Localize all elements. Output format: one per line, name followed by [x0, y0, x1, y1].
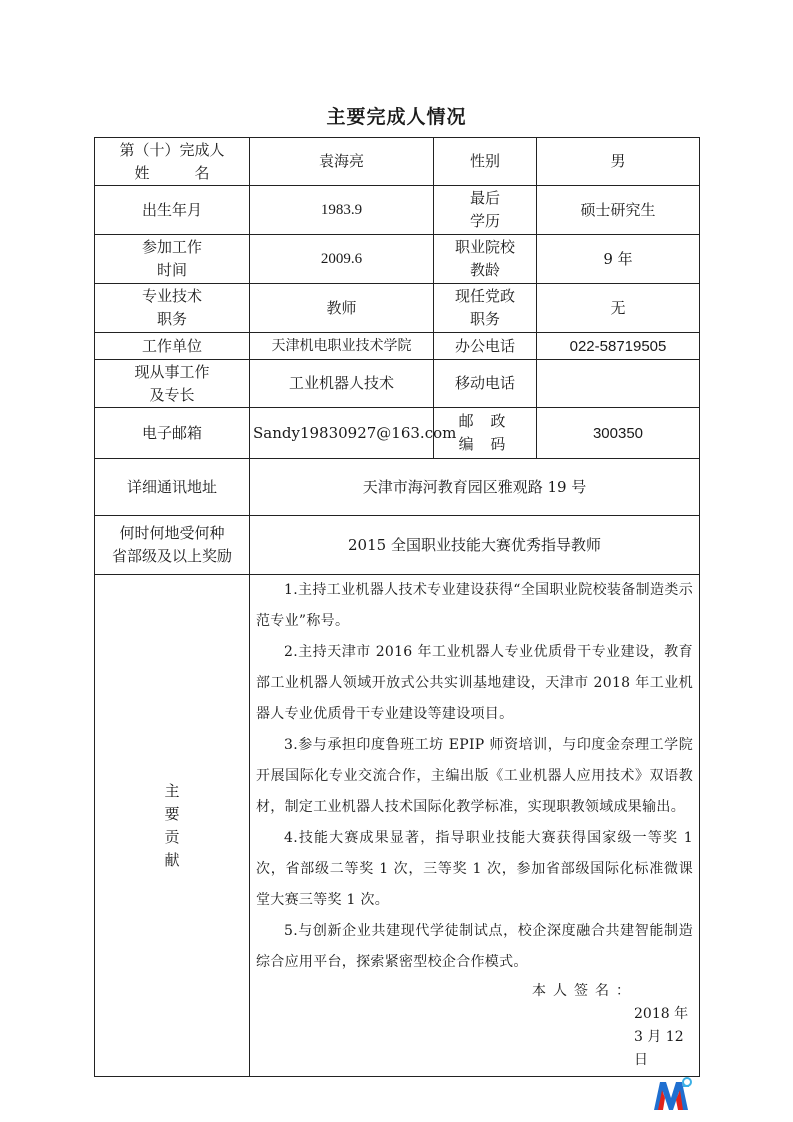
contributions-label-cell	[95, 575, 250, 1077]
contribution-item: 3.参与承担印度鲁班工坊 EPIP 师资培训，与印度金奈理工学院开展国际化专业交流合作，主编出版《工业机器人应用技术》双语教材，制定工业机器人技术国际化教学标准，实现职教领域成果输出。	[256, 737, 693, 815]
teaching-years-label-line-1: 职业院校	[454, 238, 515, 256]
contributions-label-char: 主	[164, 781, 180, 800]
gender-label: 性别	[434, 138, 537, 186]
page-title: 主要完成人情况	[326, 106, 467, 128]
party-post-value: 无	[537, 284, 700, 333]
specialty-label-cell	[95, 360, 250, 408]
teaching-years-label-cell	[434, 235, 537, 284]
work-start-label-line-2: 时间	[156, 261, 187, 279]
contribution-item: 1.主持工业机器人技术专业建设获得“全国职业院校装备制造类示范专业”称号。	[256, 582, 693, 629]
teaching-years-label-line-2: 教龄	[469, 261, 500, 279]
signature-date: 2018 年 3 月 12 日	[634, 1006, 689, 1068]
education-value: 硕士研究生	[537, 186, 700, 235]
office-phone-label: 办公电话	[434, 333, 537, 360]
name-value: 袁海亮	[250, 138, 434, 186]
award-value: 2015 全国职业技能大赛优秀指导教师	[250, 516, 700, 575]
specialty-label-line-1: 现从事工作	[134, 362, 210, 381]
signature-block	[256, 980, 693, 1072]
mobile-phone-value	[537, 360, 700, 408]
signature-label: 本人签名：	[532, 983, 637, 999]
award-label-line-2: 省部级及以上奖励	[111, 547, 232, 565]
name-label-cell	[95, 138, 250, 186]
work-start-label-cell	[95, 235, 250, 284]
specialty-value: 工业机器人技术	[250, 360, 434, 408]
personnel-table	[94, 137, 700, 1077]
birth-label: 出生年月	[95, 186, 250, 235]
postal-code-label-line-2: 编 码	[458, 435, 512, 453]
education-label-line-1: 最后	[469, 189, 500, 207]
contribution-item: 4.技能大赛成果显著，指导职业技能大赛获得国家级一等奖 1 次，省部级二等奖 1 次，三等奖 1 次，参加省部级国际化标准微课堂大赛三等奖 1 次。	[256, 830, 693, 908]
office-phone-value: 022-58719505	[537, 333, 700, 360]
email-value: Sandy19830927@163.com	[250, 408, 434, 459]
work-start-value: 2009.6	[250, 235, 434, 284]
party-post-label-line-2: 职务	[469, 310, 500, 328]
table-row	[95, 138, 700, 186]
postal-code-label-line-1: 邮 政	[458, 412, 512, 430]
party-post-label-line-1: 现任党政	[454, 287, 515, 305]
contributions-label-char: 献	[164, 850, 180, 869]
professional-title-label-cell	[95, 284, 250, 333]
address-label: 详细通讯地址	[95, 459, 250, 516]
award-label-line-1: 何时何地受何种	[119, 524, 225, 542]
table-row	[95, 235, 700, 284]
gender-value: 男	[537, 138, 700, 186]
table-row	[95, 516, 700, 575]
mobile-phone-label: 移动电话	[434, 360, 537, 408]
birth-value: 1983.9	[250, 186, 434, 235]
contribution-item: 5.与创新企业共建现代学徒制试点，校企深度融合共建智能制造综合应用平台，探索紧密型校企合作模式。	[256, 923, 693, 970]
award-label-cell	[95, 516, 250, 575]
professional-title-value: 教师	[250, 284, 434, 333]
work-unit-value: 天津机电职业技术学院	[250, 333, 434, 360]
table-row	[95, 186, 700, 235]
name-label-line-1: 第（十）完成人	[119, 140, 225, 159]
work-start-label-line-1: 参加工作	[141, 238, 202, 256]
contributions-label-char: 要	[164, 804, 180, 823]
postal-code-value: 300350	[537, 408, 700, 459]
table-row	[95, 360, 700, 408]
work-unit-label: 工作单位	[95, 333, 250, 360]
professional-title-label-line-2: 职务	[156, 310, 187, 328]
contributions-label-char: 贡	[164, 827, 180, 846]
address-value: 天津市海河教育园区雅观路 19 号	[250, 459, 700, 516]
education-label-cell	[434, 186, 537, 235]
contributions-body	[250, 575, 700, 1077]
table-row	[95, 575, 700, 1077]
teaching-years-value: 9 年	[537, 235, 700, 284]
education-label-line-2: 学历	[469, 212, 500, 230]
email-label: 电子邮箱	[95, 408, 250, 459]
party-post-label-cell	[434, 284, 537, 333]
table-row	[95, 408, 700, 459]
specialty-label-line-2: 及专长	[149, 385, 195, 404]
m-e-logo-icon	[652, 1076, 694, 1114]
table-row	[95, 284, 700, 333]
table-row	[95, 459, 700, 516]
contribution-item: 2.主持天津市 2016 年工业机器人专业优质骨干专业建设，教育部工业机器人领域开放式公共实训基地建设，天津市 2018 年工业机器人专业优质骨干专业建设等建设项目。	[256, 644, 693, 722]
table-row	[95, 333, 700, 360]
name-label-line-2: 姓 名	[134, 163, 210, 182]
professional-title-label-line-1: 专业技术	[141, 287, 202, 305]
